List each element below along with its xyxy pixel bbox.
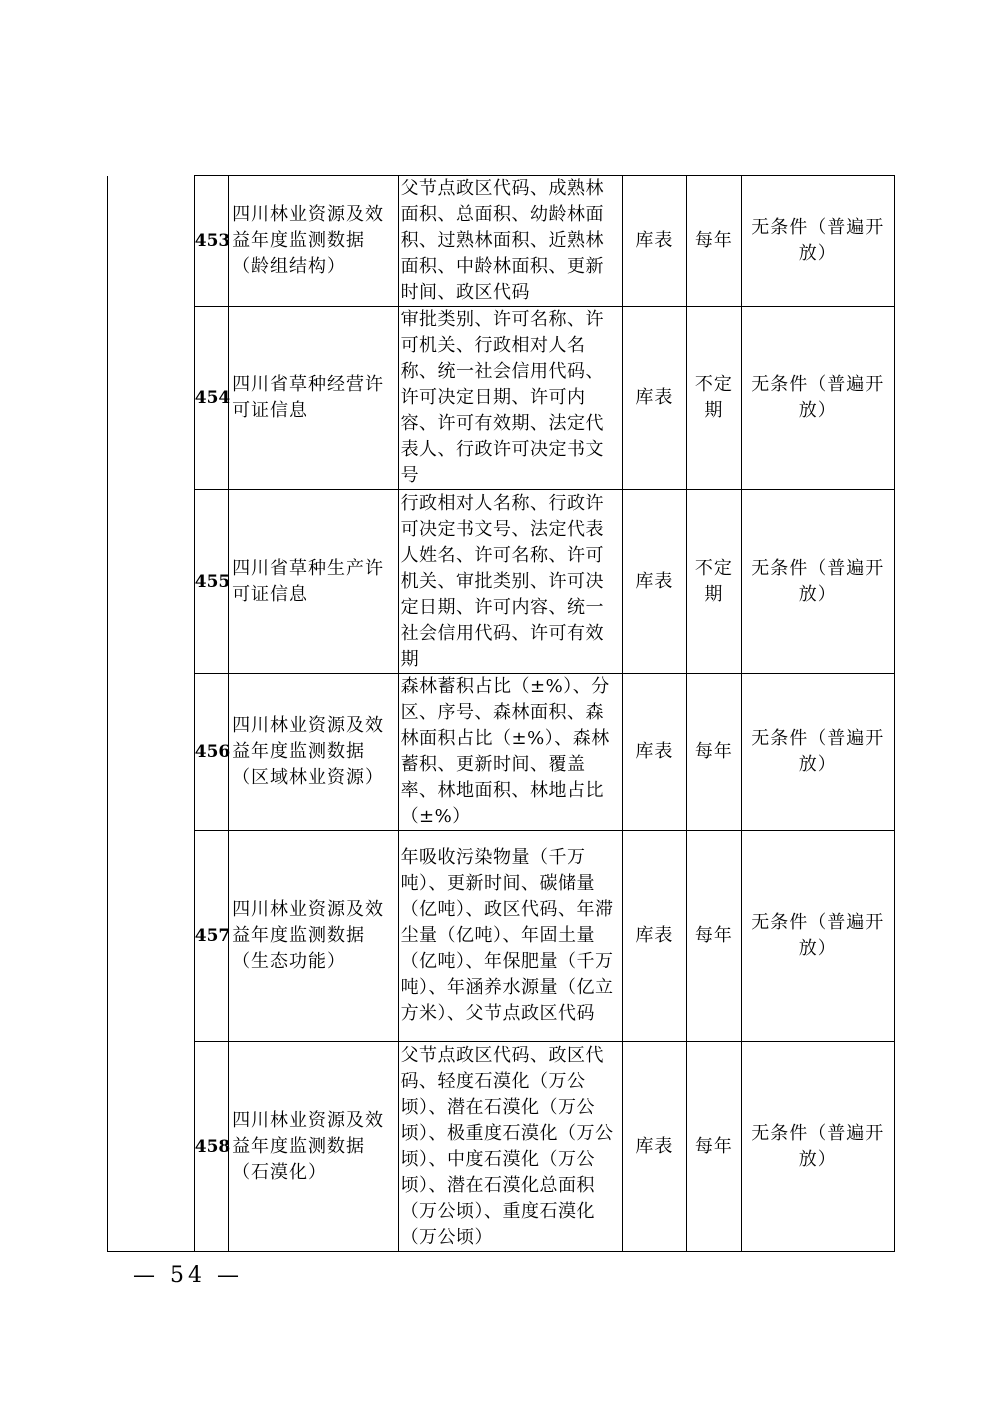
row-number: 458 — [194, 1042, 228, 1252]
data-items: 父节点政区代码、成熟林面积、总面积、幼龄林面积、过熟林面积、近熟林面积、中龄林面积、更新时间、政区代码 — [398, 176, 622, 307]
data-format: 库表 — [622, 176, 687, 307]
dataset-name: 四川省草种经营许可证信息 — [229, 307, 399, 490]
dataset-name: 四川林业资源及效益年度监测数据（生态功能） — [229, 831, 399, 1042]
table-row — [108, 176, 895, 307]
data-format: 库表 — [622, 307, 687, 490]
row-number: 456 — [194, 674, 228, 831]
update-frequency: 每年 — [687, 831, 741, 1042]
table-row — [108, 307, 895, 490]
table-row — [108, 490, 895, 674]
open-condition: 无条件（普遍开放） — [741, 674, 894, 831]
data-items: 年吸收污染物量（千万吨）、更新时间、碳储量（亿吨）、政区代码、年滞尘量（亿吨）、年固土量（亿吨）、年保肥量（千万吨）、年涵养水源量（亿立方米）、父节点政区代码 — [398, 831, 622, 1042]
row-number: 454 — [194, 307, 228, 490]
update-frequency: 不定期 — [687, 307, 741, 490]
update-frequency: 每年 — [687, 674, 741, 831]
data-format: 库表 — [622, 490, 687, 674]
data-format: 库表 — [622, 1042, 687, 1252]
update-frequency: 每年 — [687, 1042, 741, 1252]
table-row — [108, 674, 895, 831]
dataset-name: 四川林业资源及效益年度监测数据（石漠化） — [229, 1042, 399, 1252]
data-items: 父节点政区代码、政区代码、轻度石漠化（万公顷）、潜在石漠化（万公顷）、极重度石漠化（万公顷）、中度石漠化（万公顷）、潜在石漠化总面积（万公顷）、重度石漠化（万公顷） — [398, 1042, 622, 1252]
data-items: 森林蓄积占比（±%）、分区、序号、森林面积、森林面积占比（±%）、森林蓄积、更新时间、覆盖率、林地面积、林地占比（±%） — [398, 674, 622, 831]
row-number: 455 — [194, 490, 228, 674]
row-number: 453 — [194, 176, 228, 307]
update-frequency: 不定期 — [687, 490, 741, 674]
row-number: 457 — [194, 831, 228, 1042]
open-condition: 无条件（普遍开放） — [741, 831, 894, 1042]
page-number: — 54 — — [133, 1263, 243, 1288]
table-row — [108, 1042, 895, 1252]
data-format: 库表 — [622, 674, 687, 831]
data-format: 库表 — [622, 831, 687, 1042]
open-condition: 无条件（普遍开放） — [741, 176, 894, 307]
open-condition: 无条件（普遍开放） — [741, 1042, 894, 1252]
update-frequency: 每年 — [687, 176, 741, 307]
table-row — [108, 831, 895, 1042]
dataset-name: 四川林业资源及效益年度监测数据（龄组结构） — [229, 176, 399, 307]
data-catalog-table — [107, 175, 895, 1252]
category-cell — [108, 176, 195, 1252]
dataset-name: 四川省草种生产许可证信息 — [229, 490, 399, 674]
data-items: 行政相对人名称、行政许可决定书文号、法定代表人姓名、许可名称、许可机关、审批类别、许可决定日期、许可内容、统一社会信用代码、许可有效期 — [398, 490, 622, 674]
open-condition: 无条件（普遍开放） — [741, 490, 894, 674]
data-items: 审批类别、许可名称、许可机关、行政相对人名称、统一社会信用代码、许可决定日期、许可内容、许可有效期、法定代表人、行政许可决定书文号 — [398, 307, 622, 490]
dataset-name: 四川林业资源及效益年度监测数据（区域林业资源） — [229, 674, 399, 831]
open-condition: 无条件（普遍开放） — [741, 307, 894, 490]
